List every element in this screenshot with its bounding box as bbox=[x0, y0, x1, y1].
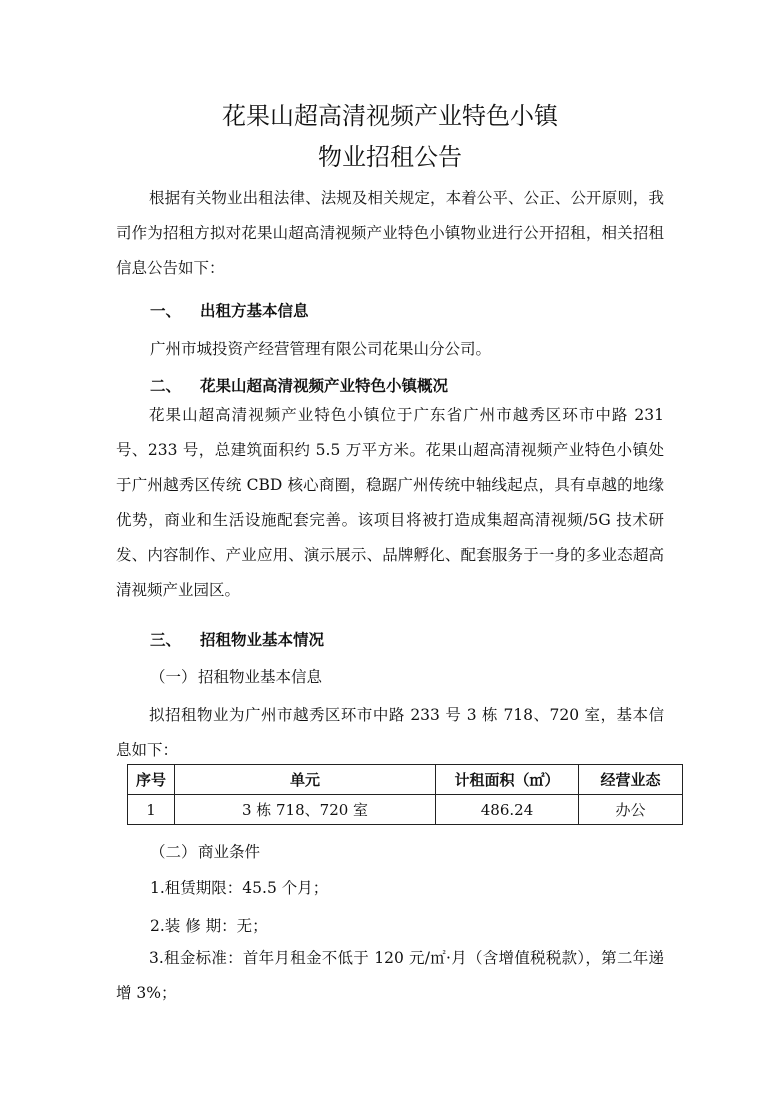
table-cell-usage: 办公 bbox=[579, 795, 683, 825]
condition-item-1: 1.租赁期限：45.5 个月； bbox=[150, 879, 329, 897]
section2-body: 花果山超高清视频产业特色小镇位于广东省广州市越秀区环市中路 231 号、233 号，总建筑面积约 5.5 万平方米。花果山超高清视频产业特色小镇处于广州越秀区传统 CBD 核心商圈，稳踞广州传统中轴线起点，具有卓越的地缘优势，商业和生活设施配套完善。该项目将被打造成集超高清视频/5G 技术研发、内容制作、产业应用、演示展示、品牌孵化、配套服务于一身的多业态超高清视频产业园区。 bbox=[116, 406, 664, 599]
table-cell-unit: 3 栋 718、720 室 bbox=[175, 795, 436, 825]
condition-item-2: 2.装 修 期：无； bbox=[150, 917, 268, 935]
section3-sub2-heading bbox=[150, 840, 260, 864]
section1-body: 广州市城投资产经营管理有限公司花果山分公司。 bbox=[150, 340, 492, 358]
table-header-usage: 经营业态 bbox=[579, 765, 683, 795]
section1-heading bbox=[150, 299, 309, 323]
table-cell-index: 1 bbox=[128, 795, 175, 825]
section3-heading bbox=[150, 628, 324, 652]
section3-number: 三、 bbox=[150, 631, 182, 649]
table-header-unit: 单元 bbox=[175, 765, 436, 795]
sub2-number: （二） bbox=[150, 843, 197, 861]
document-title-line2: 物业招租公告 bbox=[318, 143, 462, 171]
sub1-number: （一） bbox=[150, 668, 197, 686]
intro-paragraph: 根据有关物业出租法律、法规及相关规定，本着公平、公正、公开原则，我司作为招租方拟对花果山超高清视频产业特色小镇物业进行公开招租，相关招租信息公告如下： bbox=[116, 189, 664, 277]
section1-number: 一、 bbox=[150, 302, 182, 320]
table-header-row bbox=[128, 765, 683, 795]
document-title-line1: 花果山超高清视频产业特色小镇 bbox=[222, 102, 558, 130]
table-row bbox=[128, 795, 683, 825]
condition-item-3: 3.租金标准：首年月租金不低于 120 元/㎡·月（含增值税税款），第二年递增 3%； bbox=[116, 949, 664, 1002]
section3-sub1-heading bbox=[150, 665, 322, 689]
sub1-body: 拟招租物业为广州市越秀区环市中路 233 号 3 栋 718、720 室，基本信息如下： bbox=[116, 706, 664, 759]
section2-heading bbox=[150, 374, 448, 398]
sub1-title: 招租物业基本信息 bbox=[198, 668, 323, 686]
property-table bbox=[127, 764, 683, 825]
table-cell-area: 486.24 bbox=[436, 795, 579, 825]
table-header-area: 计租面积（㎡） bbox=[436, 765, 579, 795]
section2-number: 二、 bbox=[150, 377, 182, 395]
sub2-title: 商业条件 bbox=[198, 843, 261, 861]
section2-title: 花果山超高清视频产业特色小镇概况 bbox=[200, 377, 449, 395]
section1-title: 出租方基本信息 bbox=[200, 302, 309, 320]
section3-title: 招租物业基本情况 bbox=[200, 631, 325, 649]
table-header-index: 序号 bbox=[128, 765, 175, 795]
